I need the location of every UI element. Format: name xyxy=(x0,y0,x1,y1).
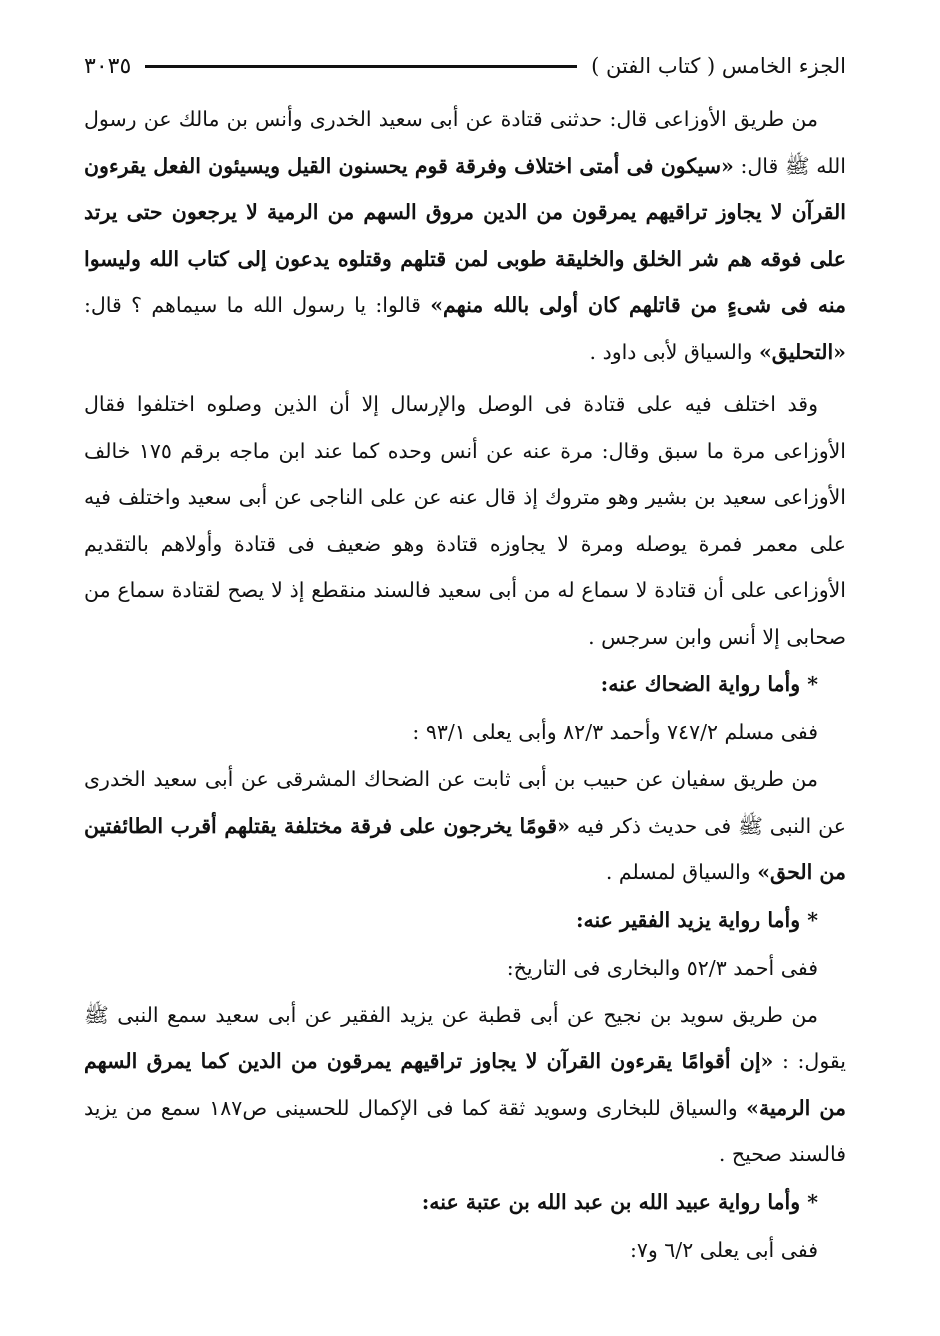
paragraph-hadith-dahhak xyxy=(84,756,846,896)
page-number: ٣٠٣٥ xyxy=(84,53,132,79)
section-heading-ubaydullah: * وأما رواية عبيد الله بن عبد الله بن عتبة عنه: xyxy=(421,1189,818,1214)
text-run: من طريق الأوزاعى قال: حدثنى قتادة عن أبى سعيد الخدرى وأنس بن مالك عن رسول الله ﷺ قال: xyxy=(84,107,846,178)
running-title: الجزء الخامس ( كتاب الفتن ) xyxy=(591,54,846,78)
hadith-quote: «التحليق» xyxy=(758,339,846,364)
paragraph-hadith-awzai xyxy=(84,96,846,375)
header-rule xyxy=(145,65,577,68)
paragraph-isnad-discussion: وقد اختلف فيه على قتادة فى الوصل والإرسال إلا أن الذين وصلوه اختلفوا فقال الأوزاعى مرة ما سبق وقال: مرة عنه عن أنس وحده كما عند ابن ماجه برقم ١٧٥ خالف الأوزاعى سعيد بن بشير وهو متروك إذ قال عنه عن على الناجى عن أبى سعيد واختلف فيه على معمر فمرة يوصله ومرة لا يجاوزه قتادة وهو ضعيف فى قتادة وأولاهم بالتقديم الأوزاعى على أن قتادة لا سماع له من أبى سعيد فالسند منقطع إذ لا يصح لقتادة سماع من صحابى إلا أنس وابن سرجس . xyxy=(84,392,846,649)
text-run: والسياق لمسلم . xyxy=(605,860,758,884)
page-header xyxy=(84,46,846,86)
paragraph-hadith-yazid xyxy=(84,992,846,1178)
text-run: والسياق للبخارى وسويد ثقة كما فى الإكمال للحسينى ص١٨٧ سمع من يزيد فالسند صحيح . xyxy=(84,1095,846,1166)
source-reference-ubaydullah: ففى أبى يعلى ٦/٢ و٧: xyxy=(629,1237,818,1262)
hadith-quote: «إن أقوامًا يقرءون القرآن لا يجاوز تراقيهم يمرقون من الدين كما يمرق السهم من الرمية» xyxy=(84,1049,846,1120)
section-heading-yazid: * وأما رواية يزيد الفقير عنه: xyxy=(575,907,818,932)
hadith-quote: «سيكون فى أمتى اختلاف وفرقة قوم يحسنون القيل ويسيئون الفعل يقرءون القرآن لا يجاوز تراقيهم يمرقون من الدين مروق السهم من الرمية لا يرجعون حتى يرتد على فوقه هم شر الخلق والخليقة طوبى لمن قتلهم وقتلوه يدعون إلى كتاب الله وليسوا منه فى شىءٍ من قاتلهم كان أولى بالله منهم» xyxy=(84,153,847,317)
source-reference-dahhak: ففى مسلم ٧٤٧/٢ وأحمد ٨٢/٣ وأبى يعلى ٩٣/١ : xyxy=(412,720,818,744)
page-body xyxy=(84,96,846,1274)
section-heading-dahhak: * وأما رواية الضحاك عنه: xyxy=(600,672,818,696)
source-reference-yazid: ففى أحمد ٥٢/٣ والبخارى فى التاريخ: xyxy=(506,955,818,980)
text-run: من طريق سفيان عن حبيب بن أبى ثابت عن الضحاك المشرقى عن أبى سعيد الخدرى عن النبى ﷺ فى حديث ذكر فيه xyxy=(84,767,847,838)
text-run: قالوا: يا رسول الله ما سيماهم ؟ قال: xyxy=(84,293,431,317)
text-run: والسياق لأبى داود . xyxy=(589,339,759,364)
text-run: من طريق سويد بن نجيح عن أبى قطبة عن يزيد الفقير عن أبى سعيد سمع النبى ﷺ يقول: : xyxy=(84,1002,846,1073)
hadith-quote: «قومًا يخرجون على فرقة مختلفة يقتلهم أقرب الطائفتين من الحق» xyxy=(84,813,846,884)
